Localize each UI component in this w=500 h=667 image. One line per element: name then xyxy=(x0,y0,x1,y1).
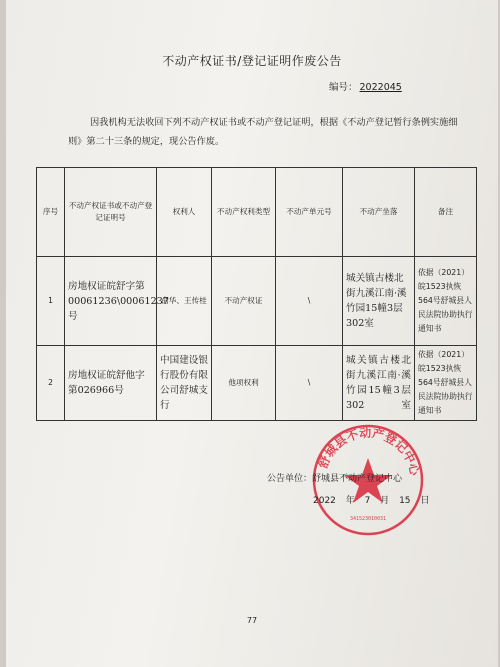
table-row xyxy=(37,257,477,346)
cell-location: 城关镇古楼北街九溪江南·溪竹园15幢3层302室 xyxy=(343,257,415,346)
header-cell: 不动产权利类型 xyxy=(212,168,276,257)
seal-number: 341523010031 xyxy=(349,516,387,522)
footer-unit-name: 舒城县不动产登记中心 xyxy=(312,474,403,484)
cell-right-type: 不动产权证 xyxy=(212,257,276,346)
header-cell: 序号 xyxy=(37,168,65,257)
cell-certificate: 房地权证皖舒他字第026966号 xyxy=(65,346,157,421)
cell-location: 城关镇古楼北街九溪江南·溪竹园15幢3层302室 xyxy=(343,346,415,421)
cell-unit-no: \ xyxy=(276,257,343,346)
seal-text: 舒城县不动产登记中心 xyxy=(315,425,422,477)
cell-index: 1 xyxy=(37,257,65,346)
doc-number-value: 2022045 xyxy=(359,82,402,93)
footer-unit xyxy=(267,470,402,488)
header-cell: 不动产坐落 xyxy=(343,168,415,257)
page-number: 77 xyxy=(246,616,258,625)
doc-number-label: 编号： xyxy=(329,82,358,93)
header-cell: 不动产单元号 xyxy=(276,168,343,257)
cell-owner: 俞华、王传桂 xyxy=(157,257,212,346)
cell-remark: 依据（2021）皖1523执恢564号舒城县人民法院协助执行通知书 xyxy=(415,257,477,346)
cell-remark: 依据（2021）皖1523执恢564号舒城县人民法院协助执行通知书 xyxy=(415,346,477,421)
cell-right-type: 他项权利 xyxy=(212,346,276,421)
document-page xyxy=(6,0,498,667)
header-cell: 备注 xyxy=(415,168,477,257)
table-row xyxy=(37,346,477,421)
cell-owner: 中国建设银行股份有限公司舒城支行 xyxy=(157,346,212,421)
doc-number xyxy=(329,79,402,93)
cell-index: 2 xyxy=(37,346,65,421)
notice-paragraph: 因我机构无法收回下列不动产权证书或不动产登记证明，根据《不动产登记暂行条例实施细则》第二十三条的规定，现公告作废。 xyxy=(68,117,458,147)
footer-unit-label: 公告单位： xyxy=(267,474,313,484)
cell-unit-no: \ xyxy=(276,346,343,421)
header-cell: 不动产权证书或不动产登记证明号 xyxy=(65,168,157,257)
footer-date: 2022 年 7 月 15 日 xyxy=(313,496,430,506)
page-title: 不动产权证书/登记证明作废公告 xyxy=(162,54,342,68)
table-header-row xyxy=(37,168,477,257)
header-cell: 权利人 xyxy=(157,168,212,257)
notice-table xyxy=(36,167,477,421)
cell-certificate: 房地权证皖舒字第00061236\00061237号 xyxy=(65,257,157,346)
